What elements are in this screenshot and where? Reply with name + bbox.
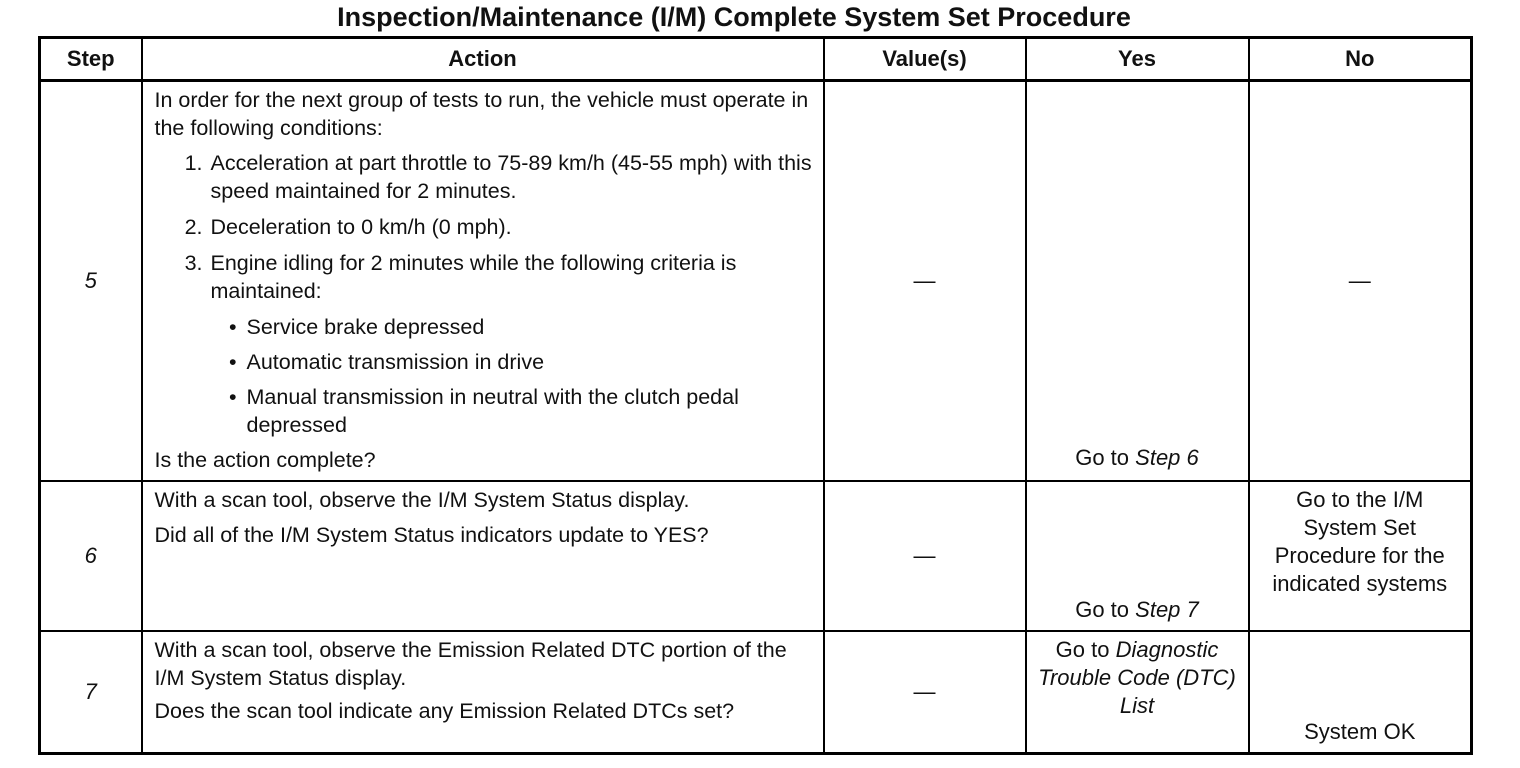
- action-cell: [142, 631, 824, 754]
- table-row: [40, 631, 1472, 754]
- action-question: Does the scan tool indicate any Emission Related DTCs set?: [154, 699, 735, 723]
- value-cell: —: [824, 481, 1026, 631]
- list-number: 1.: [184, 151, 203, 175]
- list-text: Acceleration at part throttle to 75-89 km/h (45-55 mph) with this speed maintained for 2 minutes.: [210, 151, 812, 203]
- action-question: Did all of the I/M System Status indicators update to YES?: [154, 523, 709, 547]
- yes-goto: [1027, 632, 1248, 720]
- no-goto: Go to the I/M System Set Procedure for the indicated systems: [1272, 487, 1448, 596]
- action-intro: In order for the next group of tests to run, the vehicle must operate in the following conditions:: [154, 88, 809, 140]
- list-number: 3.: [184, 251, 203, 275]
- action-cell: [142, 81, 824, 482]
- goto-prefix: Go to: [1075, 597, 1130, 622]
- numbered-list: [155, 149, 813, 305]
- header-yes: Yes: [1026, 38, 1249, 81]
- bullet-item: [155, 348, 813, 376]
- bullet-text: Automatic transmission in drive: [246, 350, 545, 374]
- goto-ref: Diagnostic Trouble Code (DTC) List: [1038, 637, 1236, 718]
- bullet-list: [155, 313, 813, 439]
- yes-goto: [1027, 596, 1248, 624]
- no-cell: [1249, 631, 1472, 754]
- table-row: [40, 481, 1472, 631]
- header-no: No: [1249, 38, 1472, 81]
- goto-prefix: Go to: [1075, 445, 1130, 470]
- goto-prefix: Go to: [1055, 637, 1110, 662]
- no-cell: [1249, 481, 1472, 631]
- header-action: Action: [142, 38, 824, 81]
- goto-ref: Step 7: [1135, 597, 1199, 622]
- bullet-item: [155, 383, 813, 439]
- list-text: Deceleration to 0 km/h (0 mph).: [210, 215, 512, 239]
- value-cell: —: [824, 81, 1026, 482]
- bullet-item: [155, 313, 813, 341]
- yes-cell: [1026, 81, 1249, 482]
- page-title: Inspection/Maintenance (I/M) Complete System Set Procedure: [337, 2, 1131, 32]
- list-number: 2.: [184, 215, 203, 239]
- bullet-icon: •: [228, 385, 237, 409]
- goto-ref: Step 6: [1135, 445, 1199, 470]
- action-cell: [142, 481, 824, 631]
- bullet-text: Manual transmission in neutral with the clutch pedal depressed: [246, 385, 739, 437]
- step-number: 7: [40, 631, 142, 754]
- value-cell: —: [824, 631, 1026, 754]
- step-number: 5: [40, 81, 142, 482]
- bullet-icon: •: [228, 315, 237, 339]
- table-row: [40, 81, 1472, 482]
- list-item: [155, 249, 813, 305]
- step-number: 6: [40, 481, 142, 631]
- no-cell: —: [1249, 81, 1472, 482]
- list-item: [155, 149, 813, 205]
- list-item: [155, 213, 813, 241]
- list-text: Engine idling for 2 minutes while the following criteria is maintained:: [210, 251, 737, 303]
- no-result: System OK: [1304, 719, 1416, 744]
- action-line: With a scan tool, observe the I/M System Status display.: [154, 488, 690, 512]
- action-line: With a scan tool, observe the Emission Related DTC portion of the I/M System Status display.: [154, 638, 787, 690]
- yes-cell: [1026, 481, 1249, 631]
- yes-cell: [1026, 631, 1249, 754]
- bullet-text: Service brake depressed: [246, 315, 485, 339]
- header-step: Step: [40, 38, 142, 81]
- action-question: Is the action complete?: [154, 448, 376, 472]
- header-values: Value(s): [824, 38, 1026, 81]
- yes-goto: [1027, 444, 1248, 472]
- table-header-row: [40, 38, 1472, 81]
- procedure-table: [38, 36, 1473, 755]
- bullet-icon: •: [228, 350, 237, 374]
